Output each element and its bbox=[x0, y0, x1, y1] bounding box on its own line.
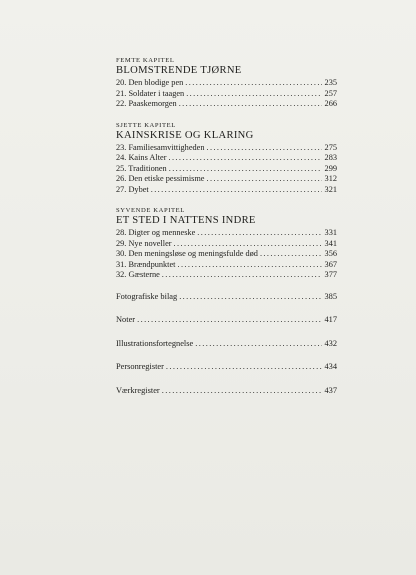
toc-entry-title: 31. Brændpunktet bbox=[116, 259, 176, 269]
dot-leader bbox=[207, 174, 323, 185]
toc-page-number: 437 bbox=[324, 385, 337, 395]
toc-entry bbox=[116, 270, 337, 281]
toc-entry bbox=[116, 362, 337, 373]
toc-page-number: 257 bbox=[324, 88, 337, 98]
dot-leader bbox=[179, 99, 322, 110]
toc-entry-title: 25. Traditionen bbox=[116, 163, 167, 173]
toc-entry bbox=[116, 153, 337, 164]
chapter-label: SJETTE KAPITEL bbox=[116, 121, 176, 129]
toc-entry-title: 29. Nye noveller bbox=[116, 238, 172, 248]
toc-page-number: 312 bbox=[324, 174, 337, 183]
toc-entry-title: Personregister bbox=[116, 362, 164, 371]
toc-entry bbox=[116, 143, 337, 154]
chapter-section-6 bbox=[116, 121, 337, 196]
dot-leader bbox=[151, 185, 322, 196]
dot-leader bbox=[260, 249, 322, 260]
dot-leader bbox=[162, 386, 322, 397]
toc-entry bbox=[116, 228, 337, 239]
toc-entry bbox=[116, 249, 337, 260]
dot-leader bbox=[168, 153, 322, 164]
toc-entry bbox=[116, 260, 337, 271]
back-matter-list bbox=[116, 292, 337, 397]
back-matter-item bbox=[116, 386, 337, 397]
chapter-title: ET STED I NATTENS INDRE bbox=[116, 215, 256, 226]
toc-entry-title: 23. Familiesamvittigheden bbox=[116, 142, 205, 152]
toc-entry-title: Værkregister bbox=[116, 385, 160, 395]
dot-leader bbox=[137, 315, 322, 326]
toc-entry-title: Fotografiske bilag bbox=[116, 291, 178, 301]
dot-leader bbox=[185, 78, 322, 89]
toc-entry bbox=[116, 339, 337, 350]
dot-leader bbox=[197, 228, 322, 239]
toc-entry bbox=[116, 239, 337, 250]
dot-leader bbox=[186, 89, 322, 100]
toc-entry-title: 28. Digter og menneske bbox=[116, 228, 196, 237]
toc-entry-title: 27. Dybet bbox=[116, 184, 149, 194]
toc-page-number: 299 bbox=[324, 163, 337, 173]
toc-page-number: 275 bbox=[324, 142, 337, 152]
toc-page-number: 377 bbox=[324, 270, 337, 279]
dot-leader bbox=[169, 164, 322, 175]
chapter-title: BLOMSTRENDE TJØRNE bbox=[116, 65, 242, 76]
toc-page-number: 367 bbox=[324, 259, 337, 269]
chapter-label: FEMTE KAPITEL bbox=[116, 57, 175, 64]
toc-page-number: 385 bbox=[324, 291, 337, 301]
toc-page-number: 283 bbox=[324, 153, 337, 162]
back-matter-item bbox=[116, 362, 337, 373]
dot-leader bbox=[162, 270, 322, 281]
toc-page-number: 235 bbox=[324, 78, 337, 87]
dot-leader bbox=[174, 239, 322, 250]
dot-leader bbox=[166, 362, 322, 373]
toc-page-number: 331 bbox=[324, 228, 337, 237]
toc-entry bbox=[116, 99, 337, 110]
toc-entry bbox=[116, 174, 337, 185]
back-matter-item bbox=[116, 315, 337, 326]
toc-entry bbox=[116, 89, 337, 100]
dot-leader bbox=[207, 143, 323, 154]
toc-entry bbox=[116, 78, 337, 89]
toc-entry bbox=[116, 386, 337, 397]
toc-page-number: 321 bbox=[324, 184, 337, 194]
toc-entry bbox=[116, 164, 337, 175]
toc-entry-title: Illustrationsfortegnelse bbox=[116, 338, 194, 348]
toc-entry-title: 24. Kains Alter bbox=[116, 153, 167, 162]
back-matter-item bbox=[116, 292, 337, 303]
toc-entry-title: 30. Den meningsløse og meningsfulde død bbox=[116, 249, 258, 258]
toc-entry-title: 26. Den etiske pessimisme bbox=[116, 174, 205, 183]
toc-entry bbox=[116, 292, 337, 303]
toc-page-number: 434 bbox=[324, 362, 337, 371]
toc-entry bbox=[116, 315, 337, 326]
chapter-label: SYVENDE KAPITEL bbox=[116, 207, 185, 214]
toc-page-number: 356 bbox=[324, 249, 337, 258]
chapter-title: KAINSKRISE OG KLARING bbox=[116, 129, 254, 141]
toc-entry-title: 21. Soldater i taagen bbox=[116, 88, 185, 98]
chapter-section-7 bbox=[116, 206, 337, 281]
table-of-contents bbox=[116, 56, 337, 409]
toc-page-number: 341 bbox=[324, 238, 337, 248]
toc-page-number: 266 bbox=[324, 99, 337, 108]
toc-page-number: 432 bbox=[324, 338, 337, 348]
toc-entry-title: 22. Paaskemorgen bbox=[116, 99, 177, 108]
toc-page-number: 417 bbox=[324, 315, 337, 324]
dot-leader bbox=[177, 260, 322, 271]
toc-entry-title: Noter bbox=[116, 315, 136, 324]
toc-entry-title: 32. Gæsterne bbox=[116, 270, 160, 279]
toc-entry bbox=[116, 185, 337, 196]
dot-leader bbox=[195, 339, 322, 350]
toc-entry-title: 20. Den blodige pen bbox=[116, 78, 184, 87]
dot-leader bbox=[179, 292, 322, 303]
chapter-section-5 bbox=[116, 56, 337, 110]
back-matter-item bbox=[116, 339, 337, 350]
